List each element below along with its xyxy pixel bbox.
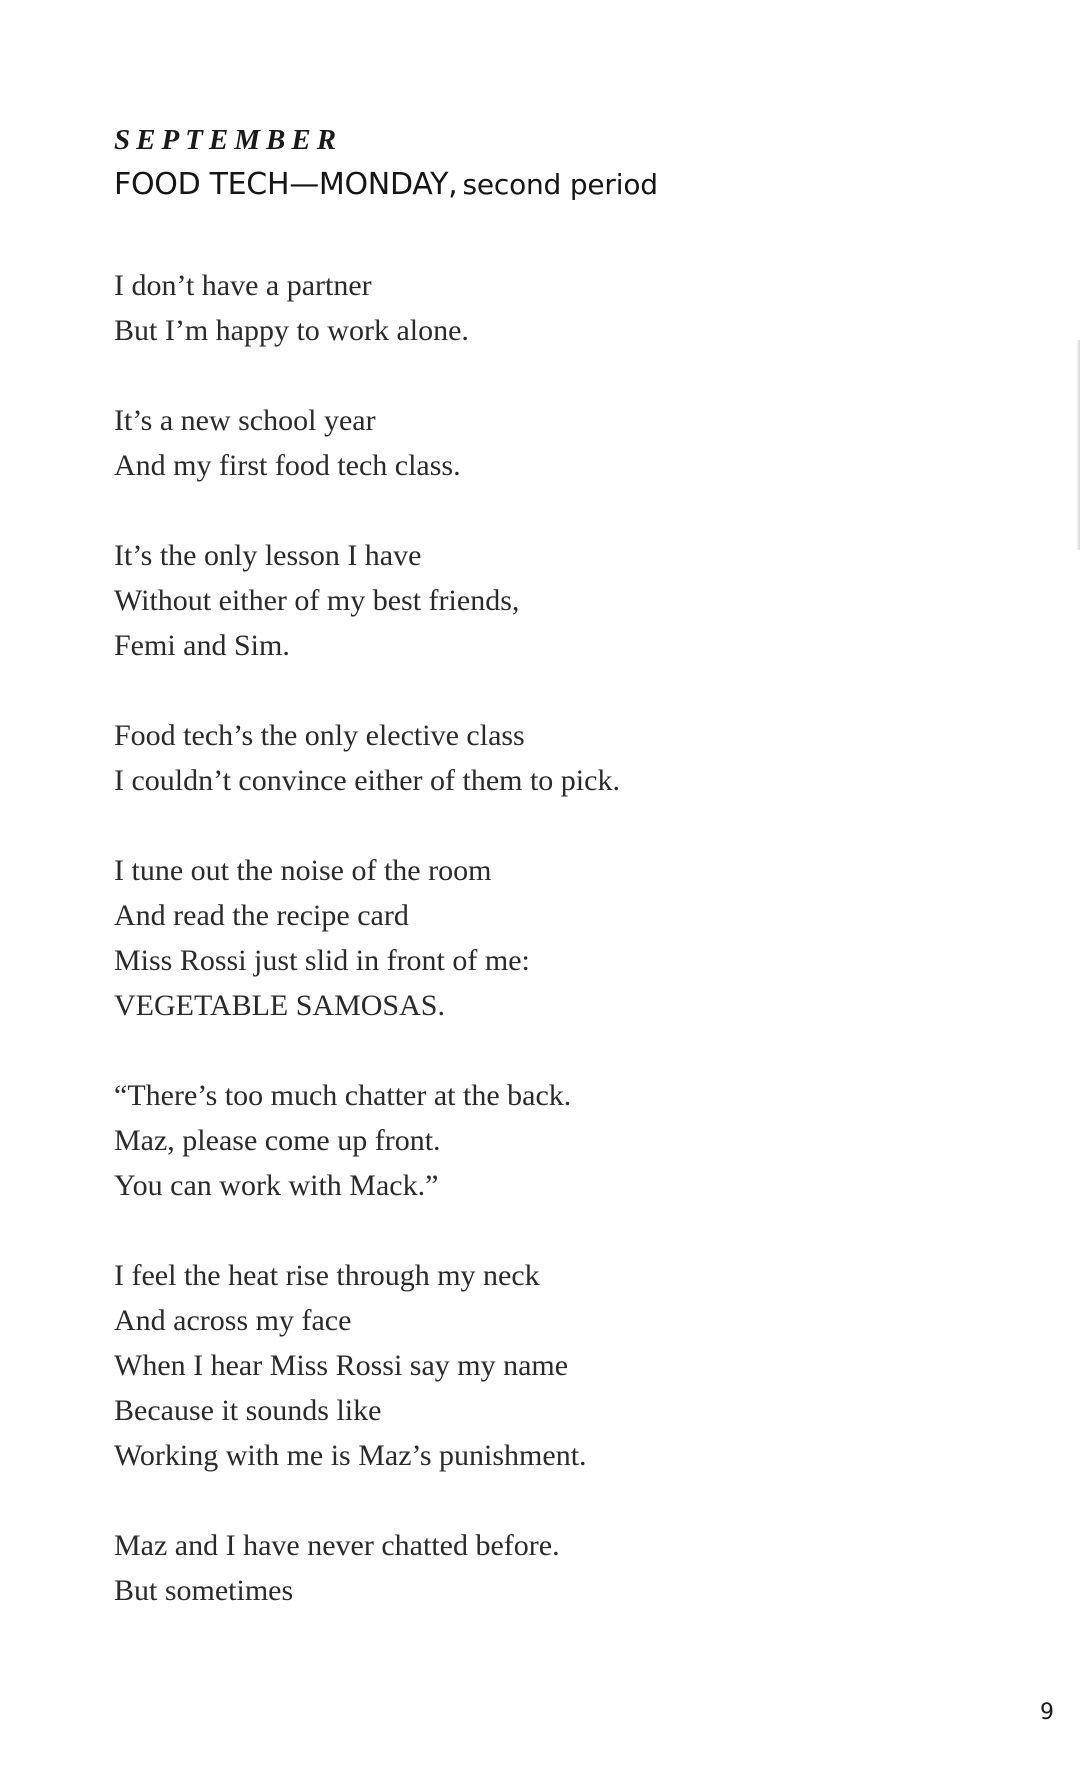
poem-line: But I’m happy to work alone. [114, 314, 469, 347]
poem-line: It’s a new school year [114, 404, 376, 437]
poem-line: When I hear Miss Rossi say my name [114, 1349, 569, 1382]
poem-line: VEGETABLE SAMOSAS. [114, 989, 445, 1022]
poem-line: Working with me is Maz’s punishment. [114, 1439, 587, 1472]
poem-line: Femi and Sim. [114, 629, 290, 662]
month-label: SEPTEMBER [114, 124, 343, 156]
stanza [114, 398, 1014, 488]
poem-line: But sometimes [114, 1574, 294, 1607]
poem-line: And read the recipe card [114, 899, 409, 932]
poem-line: I don’t have a partner [114, 269, 372, 302]
poem-line: Food tech’s the only elective class [114, 719, 525, 752]
poem-line: “There’s too much chatter at the back. [114, 1079, 572, 1112]
poem-line: You can work with Mack.” [114, 1169, 439, 1202]
stanza [114, 1253, 1014, 1478]
poem-line: Because it sounds like [114, 1394, 382, 1427]
poem-line: And my first food tech class. [114, 449, 461, 482]
stanza [114, 713, 1014, 803]
page-number: 9 [1040, 1700, 1054, 1725]
poem-line: Maz and I have never chatted before. [114, 1529, 560, 1562]
poem-line: Maz, please come up front. [114, 1124, 441, 1157]
stanza [114, 263, 1014, 353]
section-title: FOOD TECH—MONDAY, [114, 167, 458, 202]
section-heading [114, 167, 658, 202]
poem-body [114, 263, 1014, 1658]
poem-line: I tune out the noise of the room [114, 854, 492, 887]
poem-line: I feel the heat rise through my neck [114, 1259, 540, 1292]
poem-line: It’s the only lesson I have [114, 539, 422, 572]
section-subtitle: second period [462, 168, 658, 201]
poem-line: And across my face [114, 1304, 352, 1337]
stanza [114, 1523, 1014, 1613]
poem-line: Without either of my best friends, [114, 584, 520, 617]
page-edge-shadow [1076, 340, 1080, 550]
stanza [114, 533, 1014, 668]
stanza [114, 848, 1014, 1028]
poem-line: Miss Rossi just slid in front of me: [114, 944, 530, 977]
poem-line: I couldn’t convince either of them to pick. [114, 764, 620, 797]
stanza [114, 1073, 1014, 1208]
